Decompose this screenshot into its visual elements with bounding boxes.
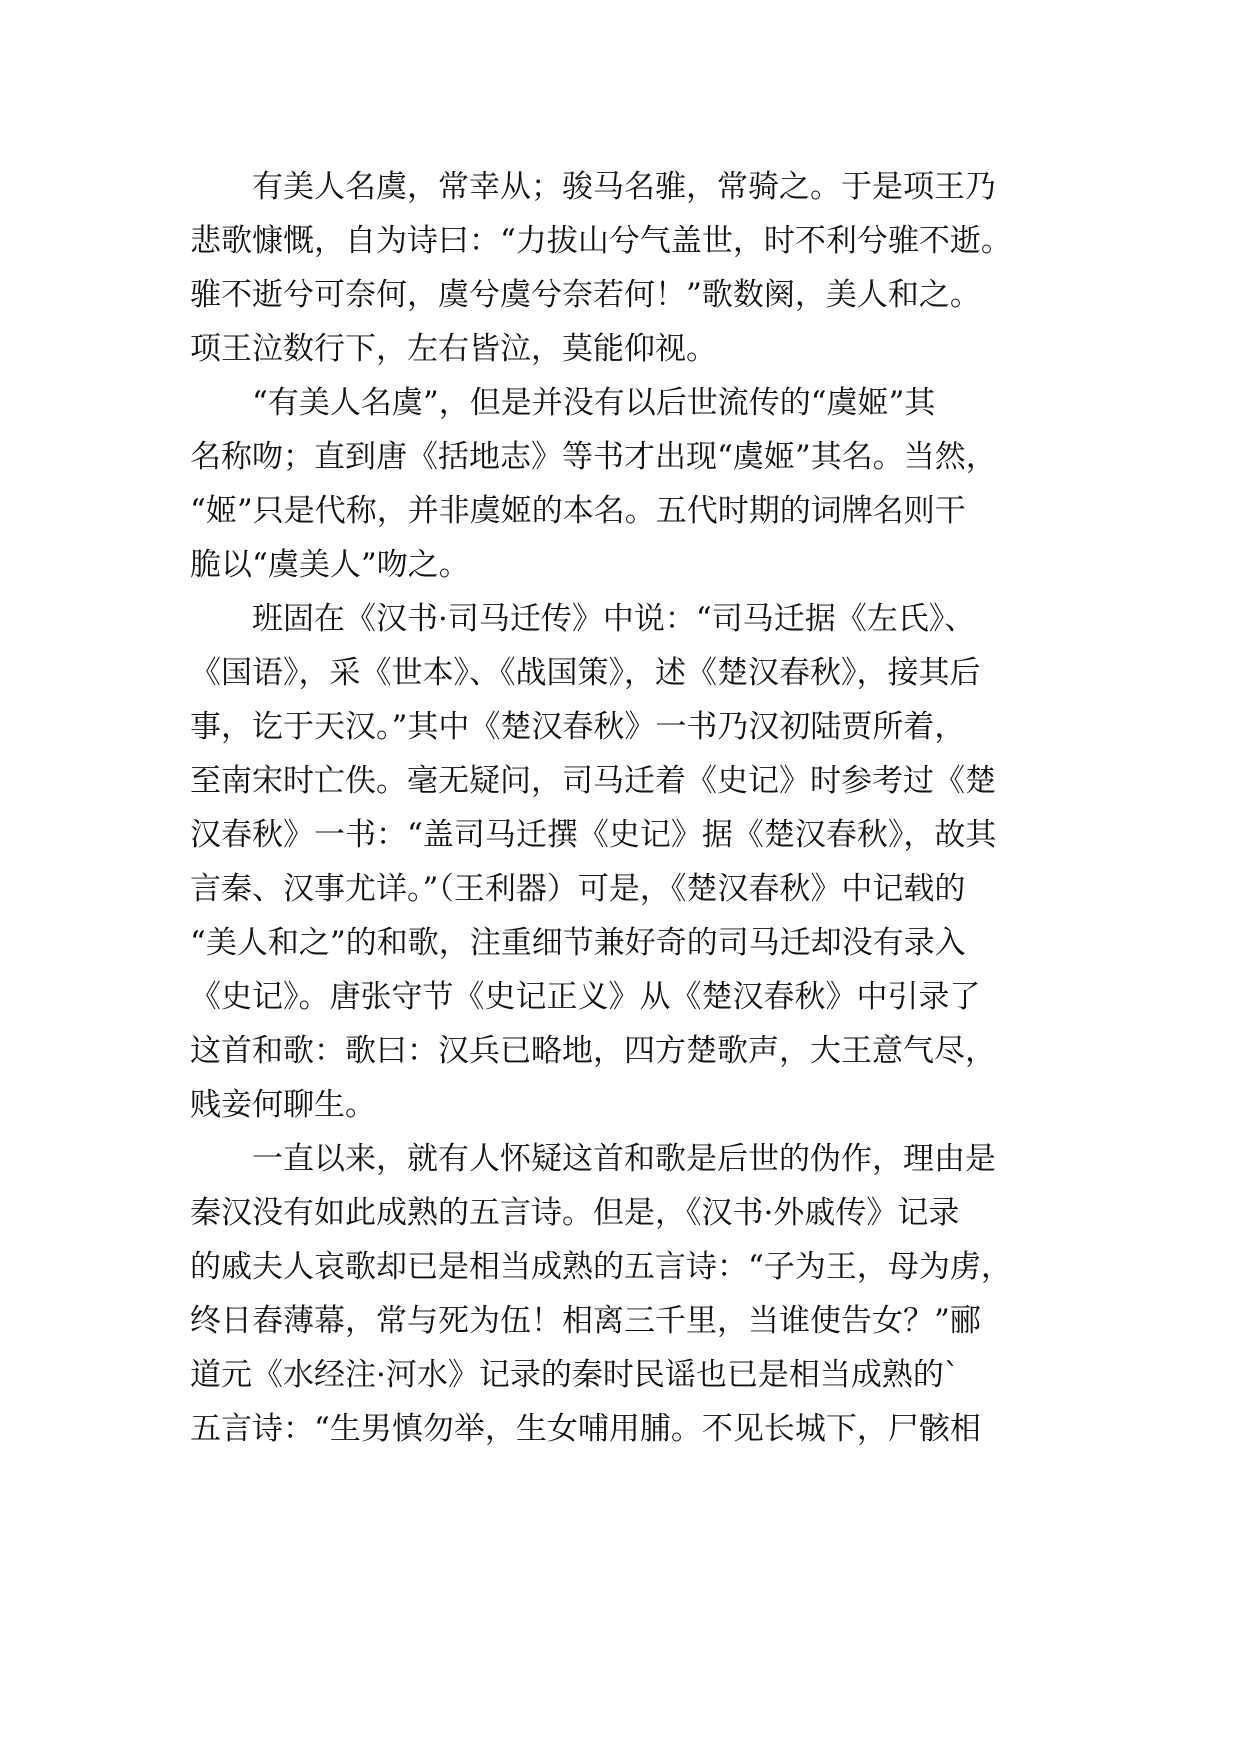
text-line: 的戚夫人哀歌却已是相当成熟的五言诗：“子为王，母为虏， <box>190 1249 1012 1285</box>
text-line: 项王泣数行下，左右皆泣，莫能仰视。 <box>190 331 717 367</box>
text-line: 悲歌慷慨，自为诗曰：“力拔山兮气盖世，时不利兮骓不逝。 <box>190 223 1012 259</box>
text-line: 班固在《汉书·司马迁传》中说：“司马迁据《左氏》、 <box>252 601 976 637</box>
paragraph-1 <box>190 160 1070 376</box>
paragraph-3 <box>190 592 1070 1132</box>
paragraph-4 <box>190 1132 1070 1456</box>
text-line: 汉春秋》一书：“盖司马迁撰《史记》据《楚汉春秋》，故其 <box>190 817 997 853</box>
text-line: 至南宋时亡佚。毫无疑问，司马迁着《史记》时参考过《楚 <box>190 763 996 799</box>
text-line: “姬”只是代称，并非虞姬的本名。五代时期的词牌名则干 <box>190 493 966 529</box>
text-line: 终日舂薄幕，常与死为伍！相离三千里，当谁使告女？”郦 <box>190 1303 981 1339</box>
text-line: “美人和之”的和歌，注重细节兼好奇的司马迁却没有录入 <box>190 925 966 961</box>
text-line: 道元《水经注·河水》记录的秦时民谣也已是相当成熟的` <box>190 1357 960 1393</box>
text-line: 这首和歌：歌曰：汉兵已略地，四方楚歌声，大王意气尽， <box>190 1033 996 1069</box>
text-line: 事，讫于天汉。”其中《楚汉春秋》一书乃汉初陆贾所着， <box>190 709 966 745</box>
text-line: 脆以“虞美人”吻之。 <box>190 547 470 583</box>
text-line: 贱妾何聊生。 <box>190 1087 376 1123</box>
text-line: 《国语》，采《世本》、《战国策》，述《楚汉春秋》，接其后 <box>190 655 981 691</box>
text-line: 五言诗：“生男慎勿举，生女哺用脯。不见长城下，尸骸相 <box>190 1411 981 1447</box>
text-line: 言秦、汉事尤详。”（王利器）可是，《楚汉春秋》中记载的 <box>190 871 966 907</box>
text-line: 名称吻；直到唐《括地志》等书才出现“虞姬”其名。当然， <box>190 439 997 475</box>
text-line: 有美人名虞，常幸从；骏马名骓，常骑之。于是项王乃 <box>252 169 996 205</box>
text-line: 秦汉没有如此成熟的五言诗。但是，《汉书·外戚传》记录 <box>190 1195 960 1231</box>
text-line: “有美人名虞”，但是并没有以后世流传的“虞姬”其 <box>252 385 936 421</box>
text-line: 骓不逝兮可奈何，虞兮虞兮奈若何！”歌数阕，美人和之。 <box>190 277 981 313</box>
body-text <box>190 160 1070 1456</box>
paragraph-2 <box>190 376 1070 592</box>
text-line: 《史记》。唐张守节《史记正义》从《楚汉春秋》中引录了 <box>190 979 981 1015</box>
text-line: 一直以来，就有人怀疑这首和歌是后世的伪作，理由是 <box>252 1141 996 1177</box>
